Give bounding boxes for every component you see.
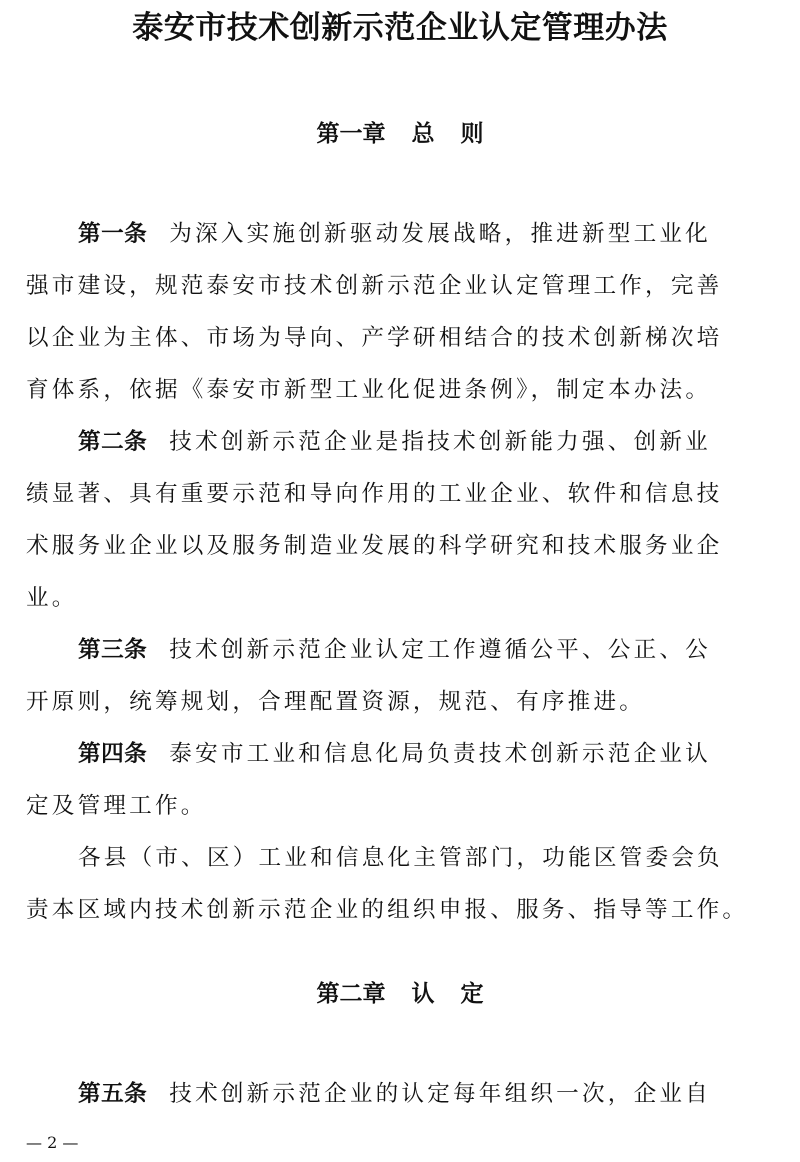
article-2-line-4: 业。 bbox=[26, 585, 78, 611]
article-4-line-2: 定及管理工作。 bbox=[26, 793, 207, 819]
article-4-para-2-line-2: 责本区域内技术创新示范企业的组织申报、服务、指导等工作。 bbox=[26, 897, 749, 923]
article-text: 技术创新示范企业认定工作遵循公平、公正、公 bbox=[169, 637, 711, 663]
article-1-line-3: 以企业为主体、市场为导向、产学研相结合的技术创新梯次培 bbox=[26, 325, 723, 351]
article-label: 第四条 bbox=[78, 741, 148, 767]
article-label: 第一条 bbox=[78, 221, 148, 247]
article-2-line-2: 绩显著、具有重要示范和导向作用的工业企业、软件和信息技 bbox=[26, 481, 723, 507]
article-text: 技术创新示范企业是指技术创新能力强、创新业 bbox=[169, 429, 711, 455]
article-text: 技术创新示范企业的认定每年组织一次，企业自 bbox=[169, 1081, 711, 1107]
article-label: 第五条 bbox=[78, 1081, 148, 1107]
article-label: 第三条 bbox=[78, 637, 148, 663]
article-4-para-2-line-1: 各县（市、区）工业和信息化主管部门，功能区管委会负 bbox=[78, 845, 723, 871]
chapter-number: 第二章 bbox=[316, 981, 386, 1007]
article-2-line-3: 术服务业企业以及服务制造业发展的科学研究和技术服务业企 bbox=[26, 533, 723, 559]
chapter-heading-1 bbox=[0, 114, 800, 154]
article-text: 为深入实施创新驱动发展战略，推进新型工业化 bbox=[169, 221, 711, 247]
article-text: 泰安市工业和信息化局负责技术创新示范企业认 bbox=[169, 741, 711, 767]
chapter-number: 第一章 bbox=[316, 121, 386, 147]
article-1-line-4: 育体系，依据《泰安市新型工业化促进条例》，制定本办法。 bbox=[26, 377, 712, 403]
article-4-line-1 bbox=[78, 728, 780, 780]
document-title: 泰安市技术创新示范企业认定管理办法 bbox=[132, 10, 668, 46]
article-1-line-1 bbox=[78, 208, 780, 260]
article-2-line-1 bbox=[78, 416, 780, 468]
article-5-line-1 bbox=[78, 1068, 780, 1120]
article-3-line-1 bbox=[78, 624, 780, 676]
article-1-line-2: 强市建设，规范泰安市技术创新示范企业认定管理工作，完善 bbox=[26, 273, 723, 299]
chapter-name: 认定 bbox=[411, 981, 510, 1007]
chapter-heading-2 bbox=[0, 974, 800, 1014]
chapter-name: 总则 bbox=[411, 121, 510, 147]
page-number: — 2 — bbox=[26, 1133, 79, 1152]
article-3-line-2: 开原则，统筹规划，合理配置资源，规范、有序推进。 bbox=[26, 689, 646, 715]
article-label: 第二条 bbox=[78, 429, 148, 455]
